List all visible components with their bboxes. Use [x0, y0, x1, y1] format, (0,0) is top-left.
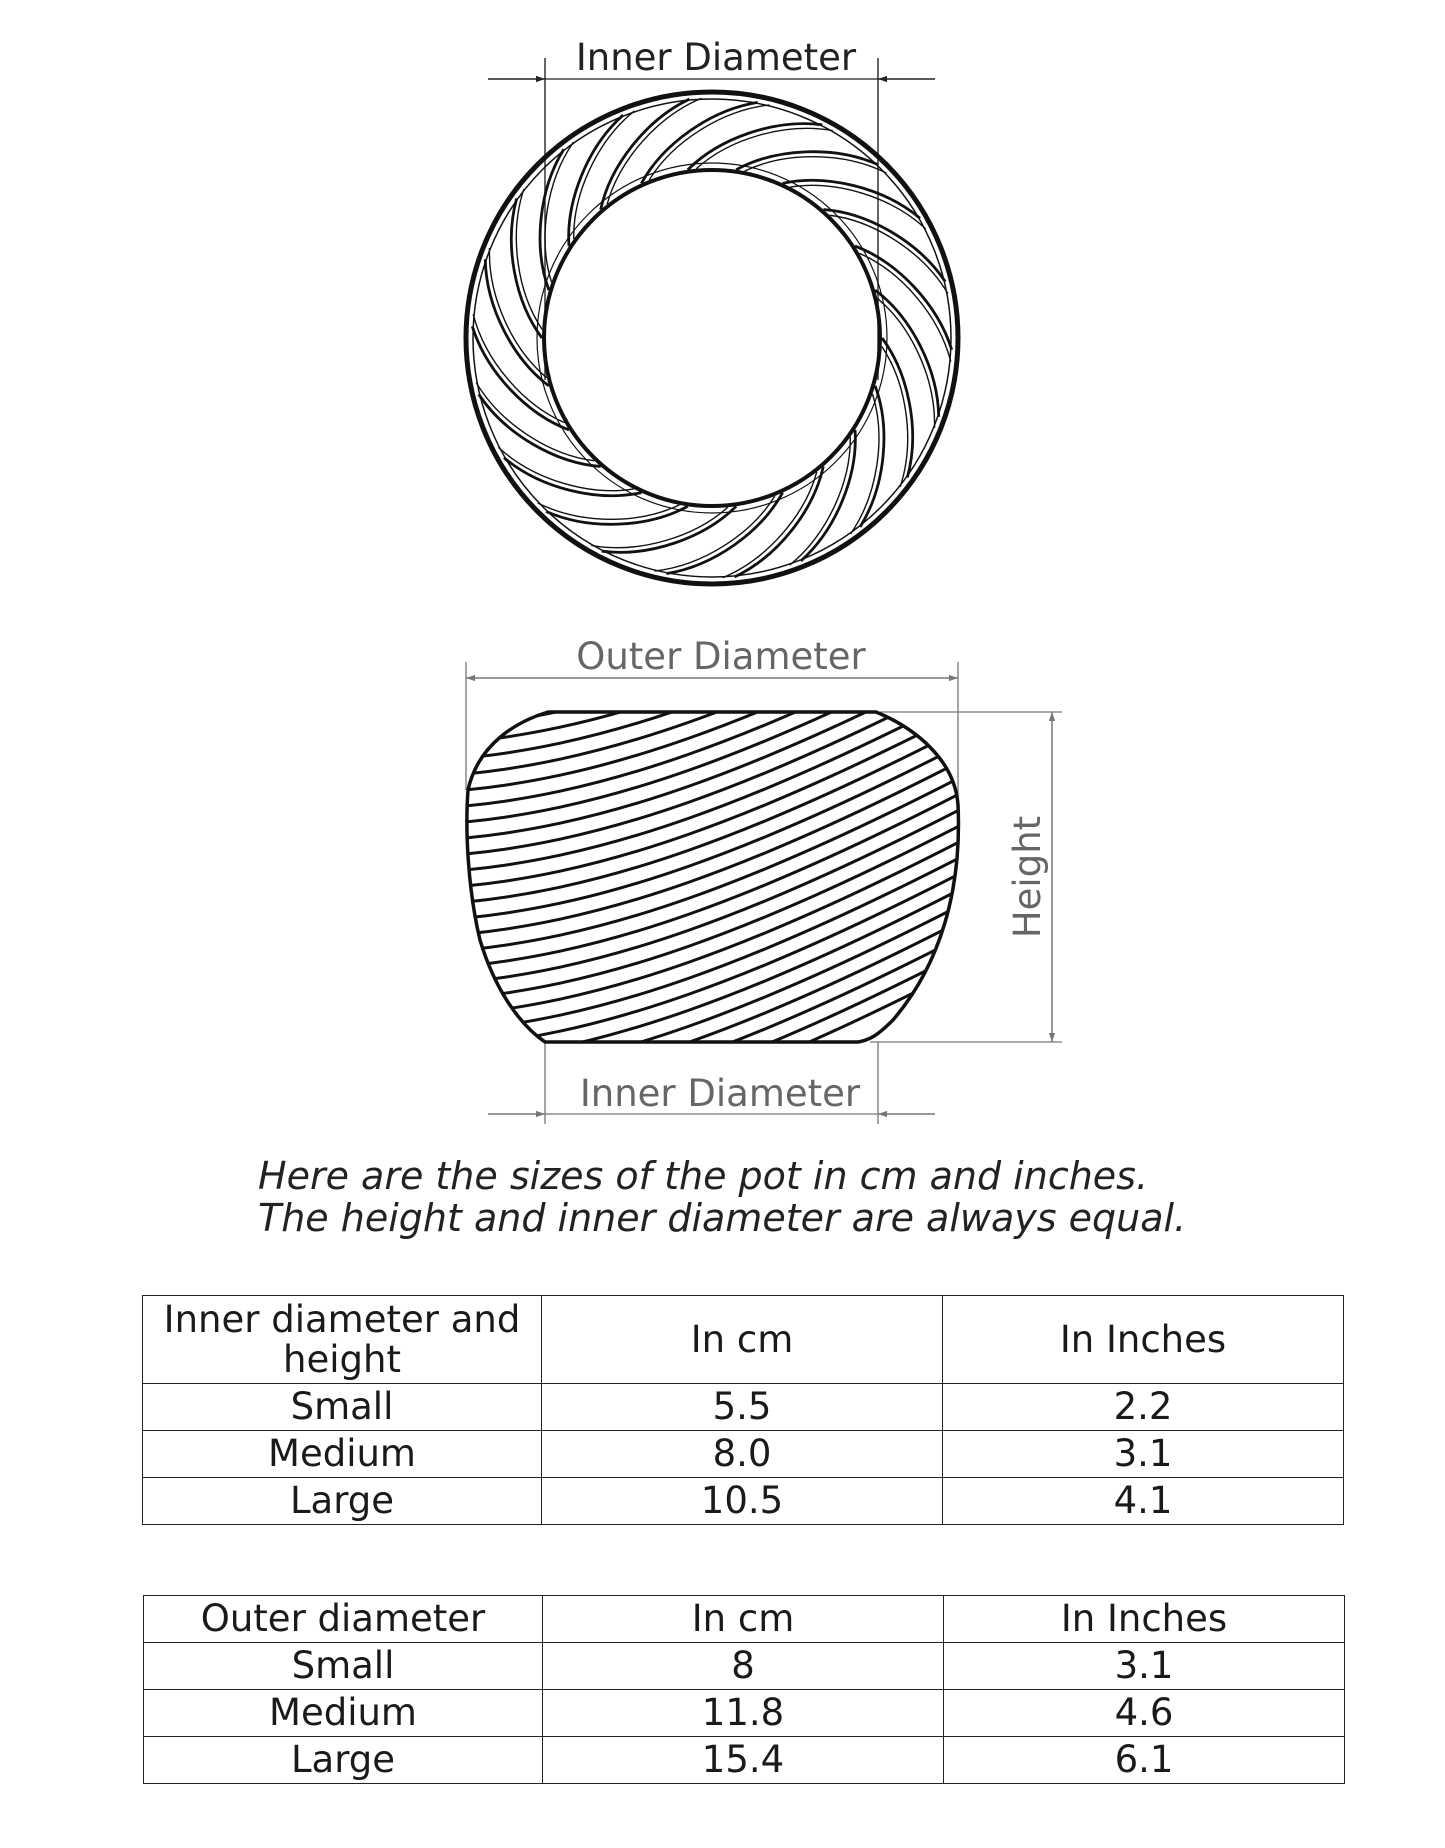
table-cell: 8.0 — [542, 1431, 943, 1478]
top-ring — [466, 92, 958, 584]
table-header-cell: In Inches — [943, 1296, 1344, 1384]
note-line-1: Here are the sizes of the pot in cm and inches. — [258, 1154, 1149, 1198]
table-cell: Medium — [143, 1431, 542, 1478]
table-cell: 4.1 — [943, 1478, 1344, 1525]
inner-diameter-table — [142, 1295, 1344, 1525]
table-header-cell: In cm — [543, 1596, 944, 1643]
top-view — [466, 36, 958, 584]
table-row — [143, 1478, 1344, 1525]
side-view — [440, 298, 1062, 1144]
table-cell: 4.6 — [944, 1690, 1345, 1737]
table-cell: Small — [144, 1643, 543, 1690]
bottom-inner-diameter-label: Inner Diameter — [579, 1072, 861, 1115]
table-row — [143, 1431, 1344, 1478]
table-row — [144, 1690, 1345, 1737]
table-cell: Small — [143, 1384, 542, 1431]
table-header-cell: In Inches — [944, 1596, 1345, 1643]
table-header-row — [143, 1296, 1344, 1384]
table-cell: 2.2 — [943, 1384, 1344, 1431]
table-row — [144, 1643, 1345, 1690]
table-header-cell: Inner diameter and height — [143, 1296, 542, 1384]
table-cell: Medium — [144, 1690, 543, 1737]
table-cell: 6.1 — [944, 1737, 1345, 1784]
table-header-row — [144, 1596, 1345, 1643]
table-cell: 15.4 — [543, 1737, 944, 1784]
table-cell: 3.1 — [944, 1643, 1345, 1690]
table-cell: 11.8 — [543, 1690, 944, 1737]
table-header-cell: In cm — [542, 1296, 943, 1384]
table-row — [143, 1384, 1344, 1431]
table-cell: Large — [144, 1737, 543, 1784]
top-inner-diameter-label: Inner Diameter — [575, 36, 857, 79]
height-label: Height — [1006, 815, 1049, 939]
outer-diameter-label: Outer Diameter — [576, 635, 866, 678]
table-header-cell: Outer diameter — [144, 1596, 543, 1643]
note-line-2: The height and inner diameter are always equal. — [258, 1196, 1187, 1240]
table-cell: Large — [143, 1478, 542, 1525]
outer-diameter-table — [143, 1595, 1345, 1784]
table-cell: 10.5 — [542, 1478, 943, 1525]
table-cell: 3.1 — [943, 1431, 1344, 1478]
size-note — [258, 1155, 1358, 1239]
table-row — [144, 1737, 1345, 1784]
table-cell: 8 — [543, 1643, 944, 1690]
table-cell: 5.5 — [542, 1384, 943, 1431]
